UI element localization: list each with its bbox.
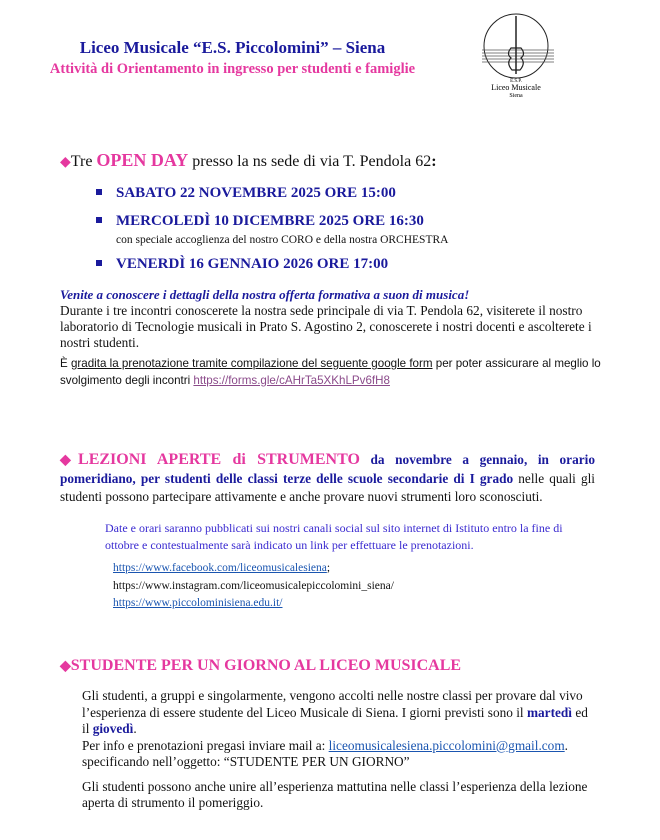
logo-text-siena: Siena [509,93,523,98]
open-day-heading [60,150,437,171]
mail-prefix: Per info e prenotazioni pregasi inviare mail a: [82,737,329,753]
open-day-prefix: Tre [70,153,97,170]
diamond-icon: ◆ [60,155,71,170]
facebook-link[interactable]: https://www.facebook.com/liceomusicalesiena [113,562,327,574]
square-bullet-icon [96,260,102,266]
diamond-icon: ◆ [60,659,71,674]
lezioni-note: Date e orari saranno pubblicati sui nostri canali social sul sito internet di Istituto entro la fine di ottobre e contestualmente sarà indicato un link per effettuare le prenotazioni. [105,521,563,552]
open-day-lead: Venite a conoscere i dettagli della nostra offerta formativa a suon di musica! [60,287,470,302]
day-giovedi: giovedì [92,721,134,736]
open-day-suffix: presso la ns sede di via T. Pendola 62 [188,153,432,170]
website-link[interactable]: https://www.piccolominisiena.edu.it/ [113,597,283,609]
instagram-link[interactable]: https://www.instagram.com/liceomusicalepiccolomini_siena/ [113,579,394,592]
studente-p1-end: . [133,721,137,736]
link-suffix: ; [326,562,331,574]
email-link[interactable]: liceomusicalesiena.piccolomini@gmail.com [328,737,565,753]
date-text: SABATO 22 NOVEMBRE 2025 ORE 15:00 [116,185,396,201]
studente-p1-mid: ed il [82,704,588,736]
date-text: VENERDÌ 16 GENNAIO 2026 ORE 17:00 [116,256,389,272]
date-text: MERCOLEDÌ 10 DICEMBRE 2025 ORE 16:30 [116,213,424,229]
studente-heading-text: STUDENTE PER UN GIORNO AL LICEO MUSICALE [70,657,462,674]
lezioni-section [60,451,595,506]
studente-section [82,688,597,820]
open-day-date-3 [96,256,388,273]
mail-suffix: . [564,737,568,753]
booking-text [60,355,610,389]
page-title: Liceo Musicale “E.S. Piccolomini” – Siena [79,38,386,57]
diamond-icon: ◆ [60,453,79,468]
square-bullet-icon [96,217,102,223]
open-day-highlight: OPEN DAY [96,150,189,170]
open-day-date-1 [96,185,396,202]
booking-underlined: gradita la prenotazione tramite compilazione del seguente google form [70,357,433,370]
lezioni-heading [60,451,360,468]
square-bullet-icon [96,189,102,195]
google-form-link[interactable]: https://forms.gle/cAHrTa5XKhLPv6fH8 [193,374,390,387]
lezioni-rest: nelle quali gli studenti possono partecipare attivamente e anche provare nuovi strumenti loro sconosciuti. [60,471,595,504]
lezioni-bold-text: da novembre a gennaio, in orario pomeridiano, per studenti delle classi terze delle scuole secondarie di I grado [60,452,595,486]
page-subtitle: Attività di Orientamento in ingresso per studenti e famiglie [49,61,416,77]
open-day-date-2 [96,213,424,230]
open-day-colon: : [431,153,437,170]
school-logo [478,12,554,98]
social-links [113,560,394,613]
studente-p2: Gli studenti possono anche unire all’esperienza mattutina nelle classi l’esperienza della lezione aperta di strumento il pomeriggio. [82,778,588,810]
studente-p1-start: Gli studenti, a gruppi e singolarmente, vengono accolti nelle nostre classi per provare dal vivo l’esperienza di essere studente del Liceo Musicale di Siena. I giorni previsti sono il [82,688,583,720]
studente-heading [60,657,461,675]
booking-start: È [60,357,71,370]
logo-text-esp: E.S.P. [510,79,522,84]
open-day-paragraph: Durante i tre incontri conoscerete la nostra sede principale di via T. Pendola 62, visiterete il nostro laboratorio di Tecnologie musicali in Prato S. Agostino 2, conoscerete i nostri docenti e ascolterete i nostri studenti. [60,303,592,350]
day-martedi: martedì [526,704,572,720]
lezioni-heading-text: LEZIONI APERTE di STRUMENTO [78,451,360,468]
open-day-note: con speciale accoglienza del nostro CORO e della nostra ORCHESTRA [116,234,449,246]
booking-rest: per poter assicurare al meglio lo svolgimento degli incontri [60,357,601,387]
mail-subject: specificando nell’oggetto: “STUDENTE PER UN GIORNO” [82,754,410,769]
logo-text-liceo: Liceo Musicale [491,83,541,92]
